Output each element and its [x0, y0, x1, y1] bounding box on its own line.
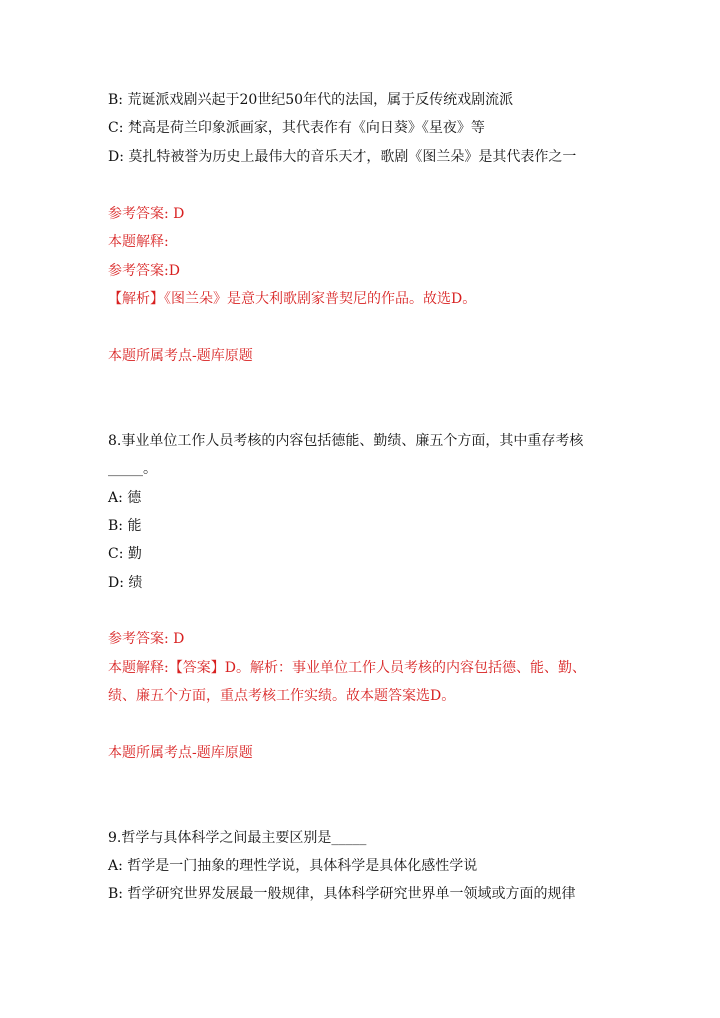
option-d: D: 莫扎特被誉为历史上最伟大的音乐天才，歌剧《图兰朵》是其代表作之一 [108, 149, 577, 165]
explanation-line1: 本题解释:【答案】D。解析：事业单位工作人员考核的内容包括德、能、勤、 [108, 660, 586, 676]
question-stem-line1: 8.事业单位工作人员考核的内容包括德能、勤绩、廉五个方面，其中重存考核 [108, 433, 584, 449]
reference-answer-repeat: 参考答案:D [108, 263, 180, 279]
option-a: A: 哲学是一门抽象的理性学说，具体科学是具体化感性学说 [108, 858, 478, 874]
option-a: A: 德 [108, 490, 142, 506]
question-stem: 9.哲学与具体科学之间最主要区别是_____ [108, 830, 367, 846]
explanation-line2: 绩、廉五个方面，重点考核工作实绩。故本题答案选D。 [108, 688, 456, 704]
option-b: B: 荒诞派戏剧兴起于20世纪50年代的法国，属于反传统戏剧流派 [108, 92, 514, 108]
option-b: B: 哲学研究世界发展最一般规律，具体科学研究世界单一领域或方面的规律 [108, 886, 576, 902]
question-stem-line2: _____。 [108, 461, 157, 477]
analysis-text: 【解析】《图兰朵》是意大利歌剧家普契尼的作品。故选D。 [108, 291, 477, 307]
explanation-label: 本题解释: [108, 234, 169, 250]
reference-answer: 参考答案: D [108, 206, 185, 222]
source-tag: 本题所属考点-题库原题 [108, 348, 253, 364]
source-tag: 本题所属考点-题库原题 [108, 745, 253, 761]
option-b: B: 能 [108, 518, 142, 534]
option-c: C: 勤 [108, 546, 142, 562]
reference-answer: 参考答案: D [108, 631, 185, 647]
option-c: C: 梵高是荷兰印象派画家，其代表作有《向日葵》《星夜》等 [108, 120, 485, 136]
option-d: D: 绩 [108, 575, 143, 591]
